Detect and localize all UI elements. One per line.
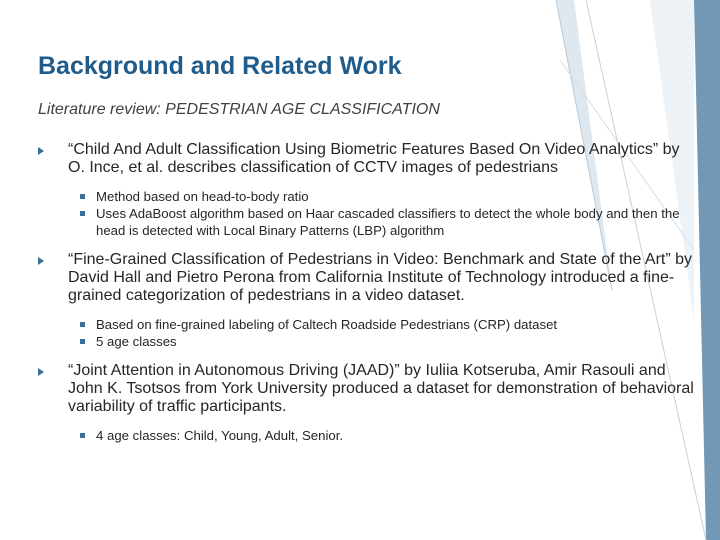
slide-subtitle: Literature review: PEDESTRIAN AGE CLASSIFICATION — [38, 101, 440, 118]
bullet-arrow-icon — [38, 257, 44, 265]
square-bullet-icon — [80, 194, 85, 199]
sub-bullet — [96, 205, 698, 239]
sub-bullet-list — [38, 316, 698, 350]
square-bullet-icon — [80, 433, 85, 438]
square-bullet-icon — [80, 211, 85, 216]
bullet-list — [38, 141, 698, 444]
bullet-arrow-icon — [38, 147, 44, 155]
bullet-item — [38, 362, 698, 444]
sub-bullet — [96, 427, 698, 444]
square-bullet-icon — [80, 339, 85, 344]
bullet-text: “Fine-Grained Classification of Pedestrians in Video: Benchmark and State of the Art” by David Hall and Pietro Perona from California Institute of Technology introduced a fine-grained categorization of pedestrians in a video dataset. — [68, 251, 693, 304]
bullet-text: “Child And Adult Classification Using Biometric Features Based On Video Analytics” by O. Ince, et al. describes classification of CCTV images of pedestrians — [68, 141, 680, 176]
bullet-item — [38, 141, 698, 239]
sub-bullet-list — [38, 427, 698, 444]
sub-bullet — [96, 316, 698, 333]
bullet-item — [38, 251, 698, 350]
bullet-text: “Joint Attention in Autonomous Driving (JAAD)” by Iuliia Kotseruba, Amir Rasouli and John K. Tsotsos from York University produced a dataset for demonstration of behavioral variability of traffic participants. — [68, 362, 694, 415]
sub-bullet — [96, 333, 698, 350]
bullet-arrow-icon — [38, 368, 44, 376]
sub-bullet-text: Method based on head-to-body ratio — [96, 189, 309, 204]
sub-bullet-text: Uses AdaBoost algorithm based on Haar cascaded classifiers to detect the whole body and then the head is detected with Local Binary Patterns (LBP) algorithm — [96, 206, 680, 238]
sub-bullet-text: 4 age classes: Child, Young, Adult, Senior. — [96, 428, 344, 443]
sub-bullet-text: Based on fine-grained labeling of Caltech Roadside Pedestrians (CRP) dataset — [96, 317, 558, 332]
square-bullet-icon — [80, 322, 85, 327]
sub-bullet — [96, 188, 698, 205]
sub-bullet-text: 5 age classes — [96, 334, 177, 349]
slide-title: Background and Related Work — [38, 52, 402, 80]
sub-bullet-list — [38, 188, 698, 239]
